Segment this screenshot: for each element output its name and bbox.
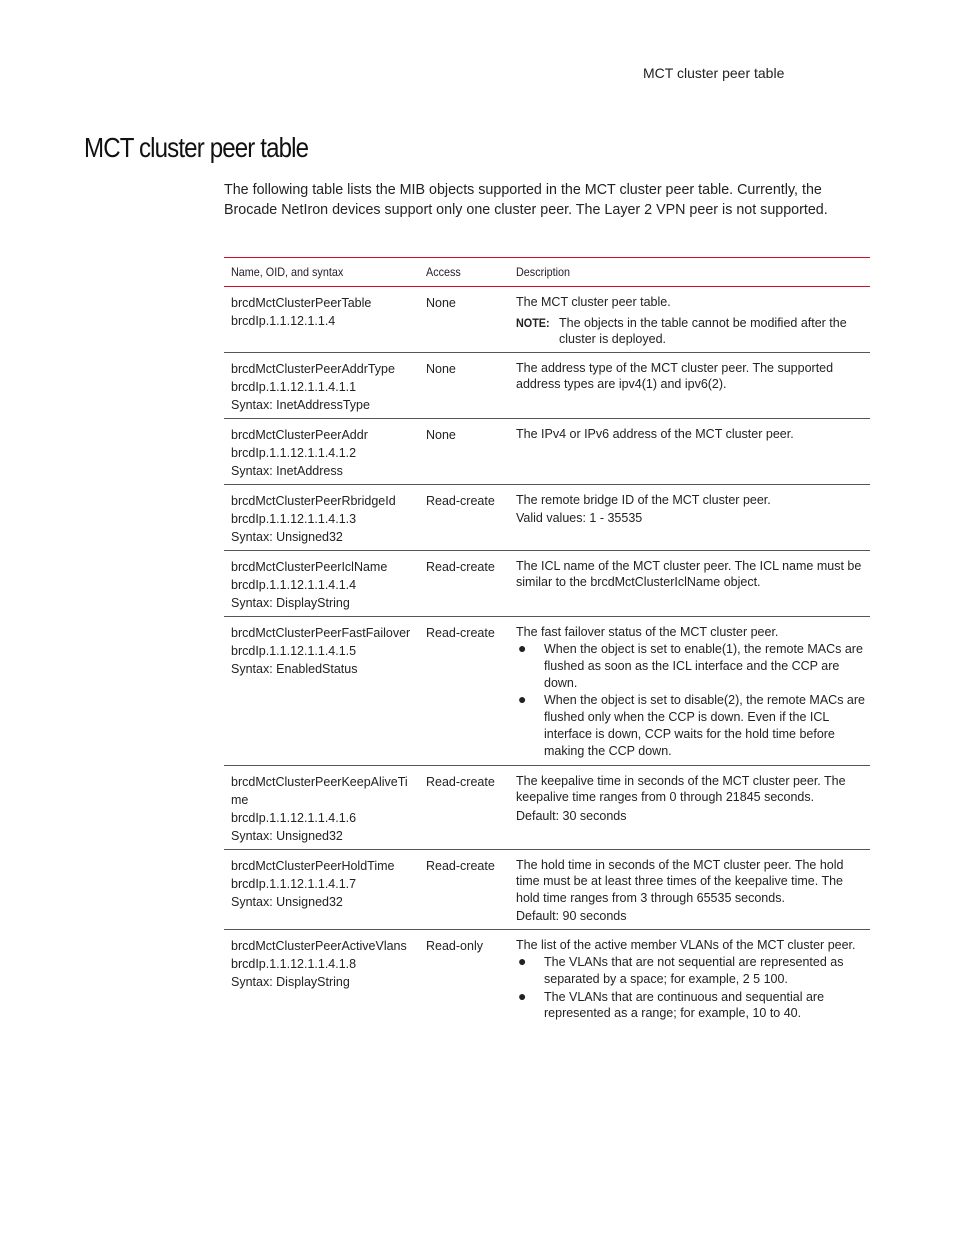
bullet-item	[516, 641, 866, 691]
bullet-icon: ●	[518, 691, 527, 708]
cell-description	[509, 484, 870, 550]
cell-access: Read-create	[419, 484, 509, 550]
cell-access: None	[419, 352, 509, 418]
bullet-list	[516, 641, 866, 760]
name-line: me	[231, 792, 249, 807]
cell-name-oid-syntax	[224, 849, 419, 929]
description-text: Default: 90 seconds	[516, 909, 627, 924]
name-line: brcdIp.1.1.12.1.1.4	[231, 314, 336, 328]
description-text: The IPv4 or IPv6 address of the MCT cluster peer.	[516, 426, 794, 441]
name-line: brcdIp.1.1.12.1.1.4.1.8	[231, 956, 357, 971]
description-text: The keepalive time in seconds of the MCT cluster peer. The keepalive time ranges from 0 through 21845 seconds.	[516, 773, 846, 805]
cell-name-oid-syntax	[224, 765, 419, 849]
cell-name-oid-syntax	[224, 418, 419, 484]
bullet-list	[516, 954, 866, 1022]
name-line: Syntax: DisplayString	[231, 595, 350, 610]
cell-description	[509, 550, 870, 616]
cell-access: Read-create	[419, 550, 509, 616]
table-row	[224, 550, 870, 616]
name-line: brcdMctClusterPeerTable	[231, 296, 372, 310]
name-line: Syntax: Unsigned32	[231, 529, 343, 544]
cell-access: Read-create	[419, 849, 509, 929]
cell-description	[509, 418, 870, 484]
description-text: Valid values: 1 - 35535	[516, 511, 643, 525]
page-title: MCT cluster peer table	[84, 132, 309, 163]
bullet-item	[516, 989, 866, 1023]
cell-description	[509, 849, 870, 929]
name-line: brcdIp.1.1.12.1.1.4.1.1	[231, 379, 357, 394]
name-line: brcdMctClusterPeerHoldTime	[231, 858, 395, 873]
cell-access: Read-only	[426, 938, 483, 953]
table-row	[224, 484, 870, 550]
name-line: brcdMctClusterPeerIclName	[231, 559, 388, 574]
name-line: Syntax: EnabledStatus	[231, 661, 358, 676]
bullet-icon: ●	[518, 640, 527, 656]
name-line: brcdMctClusterPeerRbridgeId	[231, 493, 396, 508]
cell-access: None	[419, 418, 509, 484]
table-header-row	[224, 258, 870, 287]
cell-name-oid-syntax	[224, 287, 419, 353]
name-line: brcdIp.1.1.12.1.1.4.1.2	[231, 445, 357, 460]
cell-name-oid-syntax	[224, 550, 419, 616]
table-row	[224, 352, 870, 418]
note-label: NOTE:	[516, 315, 550, 330]
bullet-item	[516, 692, 866, 759]
name-line: brcdMctClusterPeerAddrType	[231, 361, 395, 376]
table-row	[224, 418, 870, 484]
table-row	[224, 287, 870, 353]
table-row	[224, 616, 870, 765]
cell-description	[509, 929, 870, 1027]
name-line: brcdMctClusterPeerAddr	[231, 427, 368, 442]
intro-paragraph: The following table lists the MIB objects supported in the MCT cluster peer table. Currently, the Brocade NetIron devices support only one cluster peer. The Layer 2 VPN peer is not supported.	[224, 182, 828, 218]
bullet-icon: ●	[518, 987, 527, 1004]
running-header: MCT cluster peer table	[643, 65, 785, 81]
description-text: The list of the active member VLANs of the MCT cluster peer.	[516, 937, 856, 952]
table-row	[224, 765, 870, 849]
name-line: Syntax: InetAddress	[231, 463, 343, 478]
table-row	[224, 849, 870, 929]
bullet-text: When the object is set to enable(1), the remote MACs are flushed as soon as the ICL interface and the CCP are down.	[544, 642, 863, 690]
description-text: The hold time in seconds of the MCT cluster peer. The hold time must be at least three times of the keepalive time. The hold time ranges from 3 through 65535 seconds.	[516, 857, 844, 905]
column-header-description: Description	[509, 258, 870, 287]
table-row	[224, 929, 870, 1027]
cell-name-oid-syntax	[224, 484, 419, 550]
name-line: brcdIp.1.1.12.1.1.4.1.3	[231, 511, 357, 526]
name-line: brcdMctClusterPeerActiveVlans	[231, 938, 407, 953]
description-text: The MCT cluster peer table.	[516, 295, 671, 309]
cell-description	[509, 352, 870, 418]
cell-description	[509, 616, 870, 765]
description-text: Default: 30 seconds	[516, 808, 627, 823]
cell-description	[509, 287, 870, 353]
bullet-text: When the object is set to disable(2), the remote MACs are flushed only when the CCP is down. Even if the ICL interface is down, CCP waits for the hold time before making the CCP down.	[544, 693, 865, 758]
cell-name-oid-syntax	[224, 929, 419, 1027]
description-text: The ICL name of the MCT cluster peer. The ICL name must be similar to the brcdMctClusterIclName object.	[516, 558, 862, 589]
column-header-name: Name, OID, and syntax	[224, 258, 419, 287]
note-text: The objects in the table cannot be modified after the cluster is deployed.	[559, 315, 847, 346]
note-block	[516, 315, 866, 348]
table-body	[224, 287, 870, 1028]
name-line: brcdMctClusterPeerFastFailover	[231, 625, 411, 640]
cell-name-oid-syntax	[224, 616, 419, 765]
name-line: Syntax: Unsigned32	[231, 828, 343, 843]
name-line: Syntax: InetAddressType	[231, 397, 370, 412]
bullet-item	[516, 954, 866, 988]
description-text: The address type of the MCT cluster peer. The supported address types are ipv4(1) and ipv6(2).	[516, 360, 834, 391]
description-text: The fast failover status of the MCT cluster peer.	[516, 624, 779, 639]
bullet-text: The VLANs that are not sequential are represented as separated by a space; for example, 2 5 100.	[544, 955, 844, 986]
name-line: Syntax: Unsigned32	[231, 894, 343, 909]
column-header-access: Access	[419, 258, 509, 287]
cell-description	[509, 765, 870, 849]
description-text: The remote bridge ID of the MCT cluster peer.	[516, 492, 771, 507]
bullet-icon: ●	[518, 953, 527, 970]
cell-name-oid-syntax	[224, 352, 419, 418]
name-line: brcdMctClusterPeerKeepAliveTi	[231, 774, 408, 789]
cell-access: Read-create	[419, 765, 509, 849]
cell-access: Read-create	[419, 616, 509, 765]
cell-access: None	[419, 287, 509, 353]
mib-objects-table	[224, 257, 870, 1027]
name-line: brcdIp.1.1.12.1.1.4.1.7	[231, 876, 357, 891]
name-line: brcdIp.1.1.12.1.1.4.1.5	[231, 643, 357, 658]
name-line: brcdIp.1.1.12.1.1.4.1.4	[231, 577, 357, 592]
name-line: brcdIp.1.1.12.1.1.4.1.6	[231, 810, 357, 825]
name-line: Syntax: DisplayString	[231, 974, 350, 989]
bullet-text: The VLANs that are continuous and sequential are represented as a range; for example, 10 to 40.	[544, 989, 825, 1021]
